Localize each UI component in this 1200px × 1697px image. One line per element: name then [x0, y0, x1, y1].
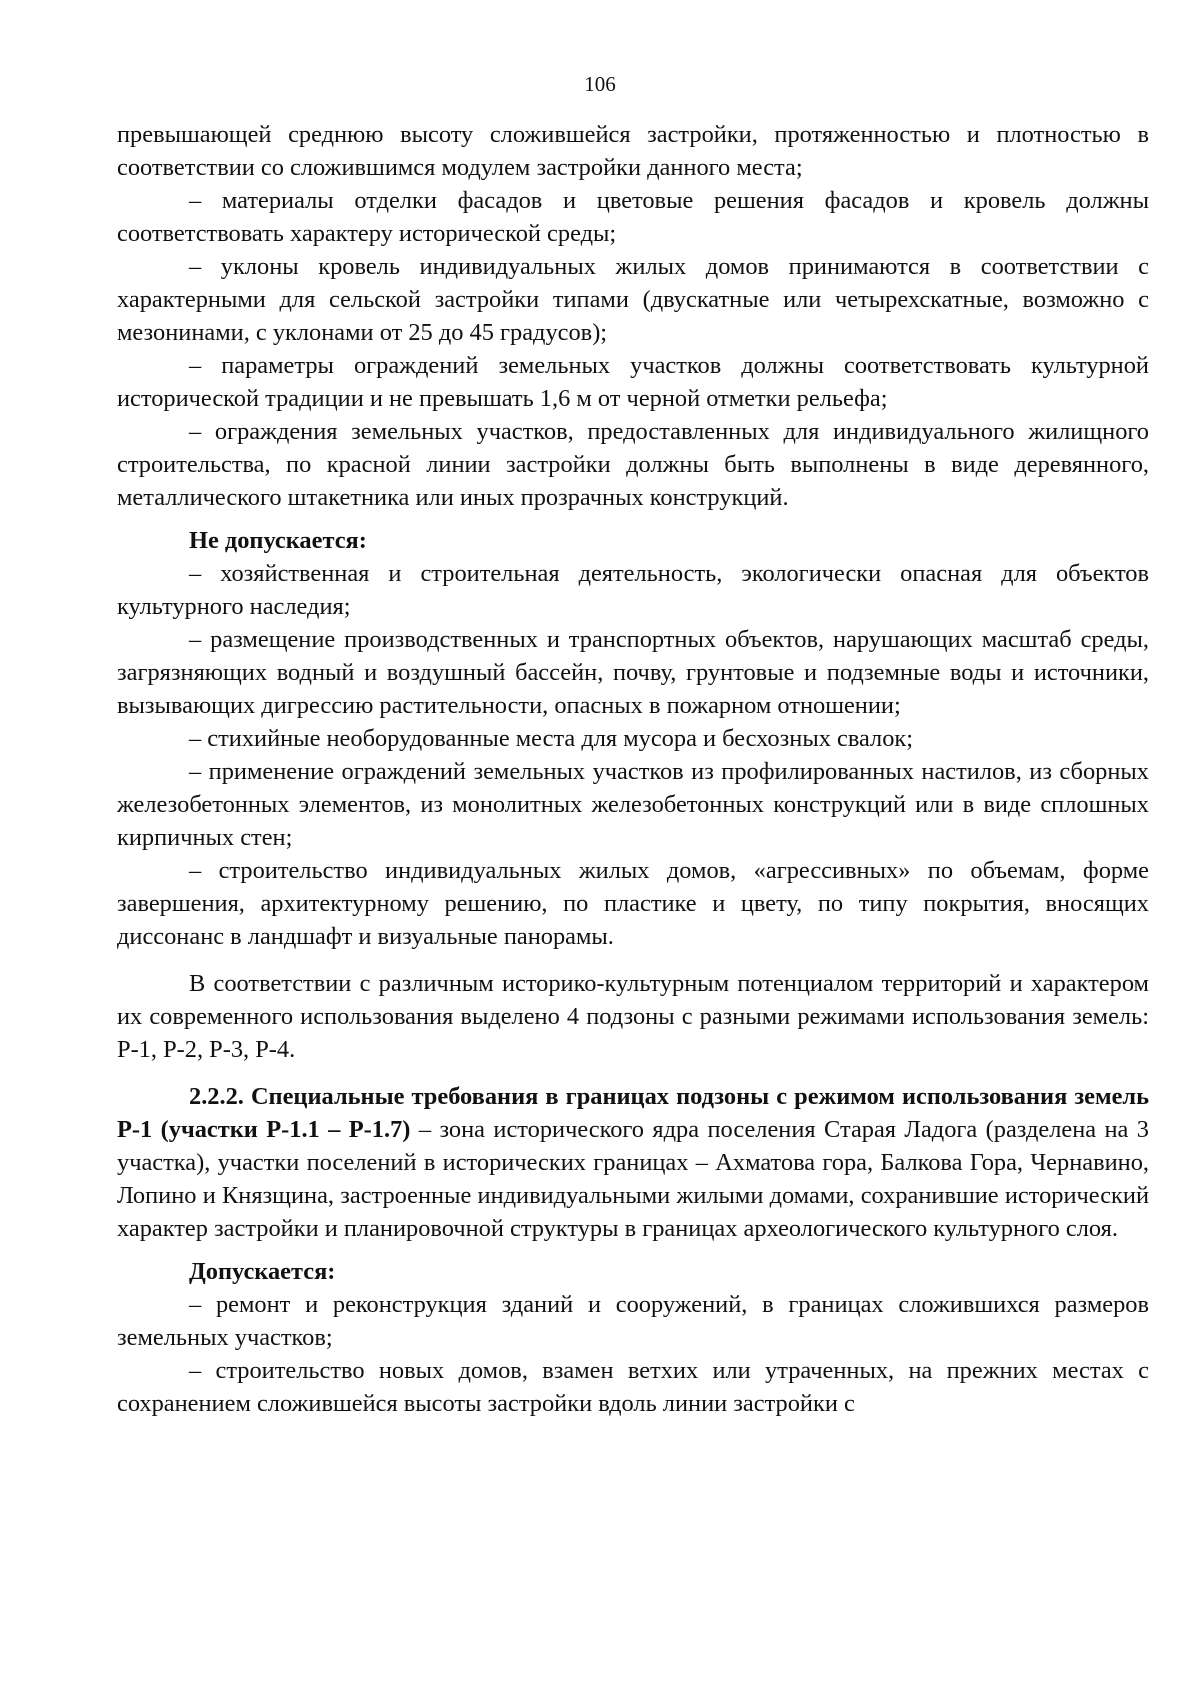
list-item: – хозяйственная и строительная деятельность, экологически опасная для объектов культурного наследия;	[117, 560, 1149, 620]
list-item: – строительство индивидуальных жилых домов, «агрессивных» по объемам, форме завершения, архитектурному решению, по пластике и цвету, по типу покрытия, вносящих диссонанс в ландшафт и визуальные панорамы.	[117, 857, 1149, 950]
list-item: – материалы отделки фасадов и цветовые решения фасадов и кровель должны соответствовать характеру исторической среды;	[117, 187, 1149, 247]
list-item: – параметры ограждений земельных участков должны соответствовать культурной исторической традиции и не превышать 1,6 м от черной отметки рельефа;	[117, 352, 1149, 412]
subzones-paragraph: В соответствии с различным историко-культурным потенциалом территорий и характером их современного использования выделено 4 подзоны с разными режимами использования земель: Р-1, Р-2, Р-3, Р-4.	[117, 970, 1149, 1063]
list-item: – применение ограждений земельных участков из профилированных настилов, из сборных железобетонных элементов, из монолитных железобетонных конструкций или в виде сплошных кирпичных стен;	[117, 758, 1149, 851]
page-number: 106	[584, 72, 616, 96]
heading-not-allowed: Не допускается:	[189, 527, 367, 554]
list-item: – строительство новых домов, взамен ветхих или утраченных, на прежних местах с сохранением сложившейся высоты застройки вдоль линии застройки с	[117, 1357, 1149, 1417]
section-text: – зона исторического ядра поселения Старая Ладога (разделена на 3 участка), участки поселений в исторических границах – Ахматова гора, Балкова Гора, Чернавино, Лопино и Князщина, застроенные индивидуальными жилыми домами, сохранившие исторический характер застройки и планировочной структуры в границах археологического культурного слоя.	[117, 1116, 1149, 1242]
page-content	[117, 118, 1149, 1420]
intro-paragraph: превышающей среднюю высоту сложившейся застройки, протяженностью и плотностью в соответствии со сложившимся модулем застройки данного места;	[117, 121, 1149, 181]
heading-allowed: Допускается:	[189, 1258, 336, 1285]
section-paragraph	[117, 1080, 1149, 1245]
section-title: 2.2.2. Специальные требования в границах подзоны с режимом использования земель Р-1 (участки Р-1.1 – Р-1.7)	[117, 1083, 1149, 1143]
list-item: – ограждения земельных участков, предоставленных для индивидуального жилищного строительства, по красной линии застройки должны быть выполнены в виде деревянного, металлического штакетника или иных прозрачных конструкций.	[117, 418, 1149, 511]
list-item: – размещение производственных и транспортных объектов, нарушающих масштаб среды, загрязняющих водный и воздушный бассейн, почву, грунтовые и подземные воды и источники, вызывающих дигрессию растительности, опасных в пожарном отношении;	[117, 626, 1149, 719]
list-item: – уклоны кровель индивидуальных жилых домов принимаются в соответствии с характерными для сельской застройки типами (двускатные или четырехскатные, возможно с мезонинами, с уклонами от 25 до 45 градусов);	[117, 253, 1149, 346]
list-item: – ремонт и реконструкция зданий и сооружений, в границах сложившихся размеров земельных участков;	[117, 1291, 1149, 1351]
list-item: – стихийные необорудованные места для мусора и бесхозных свалок;	[189, 725, 914, 752]
